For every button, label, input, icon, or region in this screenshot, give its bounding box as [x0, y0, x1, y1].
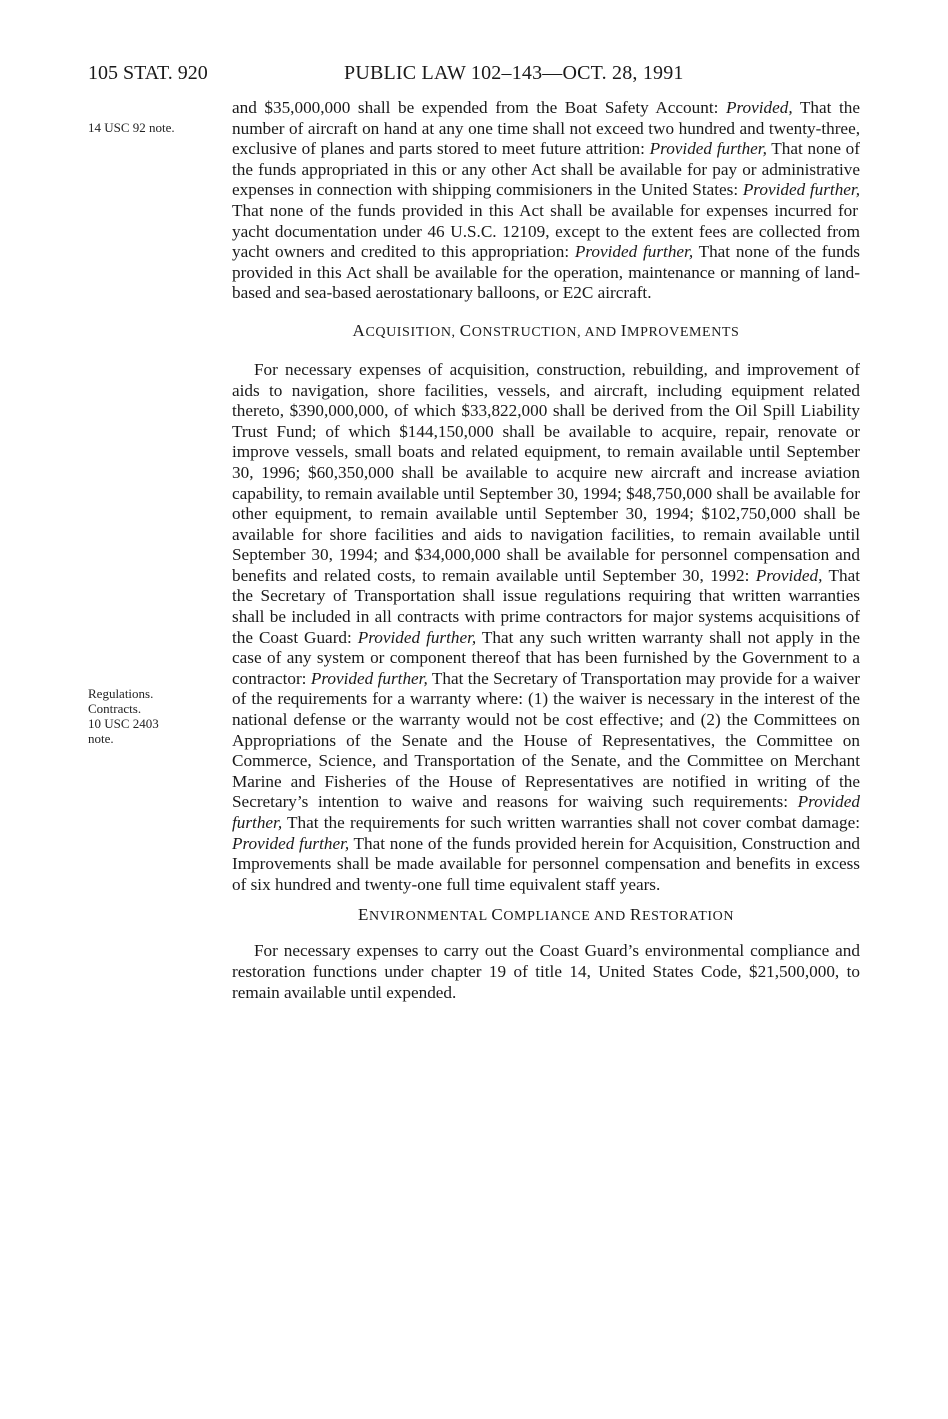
- text-run: That any such written warranty shall not apply in the case of any system or component thereof that has been furnished by the Government to a contractor:: [232, 627, 860, 688]
- margin-note-line: 14 USC 92 note.: [88, 120, 175, 135]
- proviso-italic: Provided further,: [742, 180, 860, 200]
- text-run: and $35,000,000 shall be expended from the Boat Safety Account:: [232, 98, 726, 117]
- margin-note-line: Regulations.: [88, 686, 154, 701]
- text-run: That the Secretary of Transportation shall issue regulations requiring that written warranties shall be included in all contracts with prime contractors for major systems acquisitions of the Coast Guard:: [232, 565, 861, 647]
- text-run: That none of the funds provided in this Act shall be available for the operation, maintenance or manning of land-based and sea-based aerostationary balloons, or E2C aircraft.: [232, 242, 860, 303]
- proviso-italic: Provided,: [725, 98, 793, 117]
- text-run: For necessary expenses to carry out the Coast Guard’s environmental compliance and restoration functions under chapter 19 of title 14, United States Code, $21,500,000, to remain available until expended.: [232, 941, 860, 1002]
- text-run: That none of the funds provided herein for Acquisition, Construction and Improvements shall be made available for personnel compensation and benefits in excess of six hundred and twenty-one full time equivalent staff years.: [232, 833, 861, 894]
- section-heading-environmental: ENVIRONMENTAL COMPLIANCE AND RESTORATION: [357, 905, 735, 925]
- running-head: [88, 58, 860, 88]
- proviso-italic: Provided further,: [232, 792, 860, 832]
- margin-note-line: 10 USC 2403: [88, 716, 159, 731]
- proviso-italic: Provided further,: [649, 139, 767, 159]
- proviso-italic: Provided further,: [310, 668, 428, 688]
- text-run: That the number of aircraft on hand at any one time shall not exceed two hundred and twenty-three, exclusive of planes and parts stored to meet future attrition:: [232, 98, 860, 159]
- text-run: That the requirements for such written warranties shall not cover combat damage:: [282, 813, 860, 832]
- proviso-italic: Provided further,: [232, 833, 350, 853]
- text-run: That the Secretary of Transportation may provide for a waiver of the requirements for a warranty where: (1) the waiver is necessary in the interest of the national defense or the warranty would not be cost effective; and (2) the Committees on Appropriations of the Senate and the House of Representatives, the Committee on Commerce, Science, and Transportation of the Senate, and the Committee on Merchant Marine and Fisheries of the House of Representatives are notified in writing of the Secretary’s intention to waive and reasons for waiving such requirements:: [232, 668, 861, 812]
- margin-note-regulations: [88, 686, 159, 746]
- paragraph-boat-safety: [232, 98, 860, 304]
- margin-note-usc: [88, 120, 175, 135]
- text-run: For necessary expenses of acquisition, construction, rebuilding, and improvement of aids to navigation, shore facilities, vessels, and aircraft, including equipment related thereto, $390,000,000, of which $33,822,000 shall be derived from the Oil Spill Liability Trust Fund; of which $144,150,000 shall be available to acquire, repair, renovate or improve vessels, small boats and related equipment, to remain available until September 30, 1996; $60,350,000 shall be available to acquire new aircraft and increase aviation capability, to remain available until September 30, 1994; $48,750,000 shall be available for other equipment, to remain available until September 30, 1994; $102,750,000 shall be available for shore facilities and aids to navigation facilities, to remain available until September 30, 1994; and $34,000,000 shall be available for personnel compensation and benefits and related costs, to remain available until September 30, 1992:: [232, 359, 860, 585]
- proviso-italic: Provided further,: [357, 627, 477, 647]
- body-text: [232, 98, 860, 1003]
- stat-page-number: 105 STAT. 920: [88, 62, 208, 84]
- paragraph-environmental: [232, 941, 860, 1003]
- margin-note-line: note.: [88, 731, 114, 746]
- text-run: That none of the funds provided in this Act shall be available for expenses incurred for yacht documentation under 46 U.S.C. 12109, except to the extent fees are collected from yacht owners and credited to this appropriation:: [232, 200, 860, 262]
- paragraph-acquisition: [232, 360, 860, 895]
- proviso-italic: Provided further,: [574, 242, 694, 262]
- margin-note-line: Contracts.: [88, 701, 142, 716]
- public-law-citation: PUBLIC LAW 102–143—OCT. 28, 1991: [344, 62, 684, 84]
- section-heading-acquisition: ACQUISITION, CONSTRUCTION, AND IMPROVEMENTS: [352, 320, 740, 340]
- proviso-italic: Provided,: [755, 565, 823, 585]
- text-run: That none of the funds appropriated in this or any other Act shall be available for pay or administrative expenses in connection with shipping commisioners in the United States:: [232, 139, 860, 200]
